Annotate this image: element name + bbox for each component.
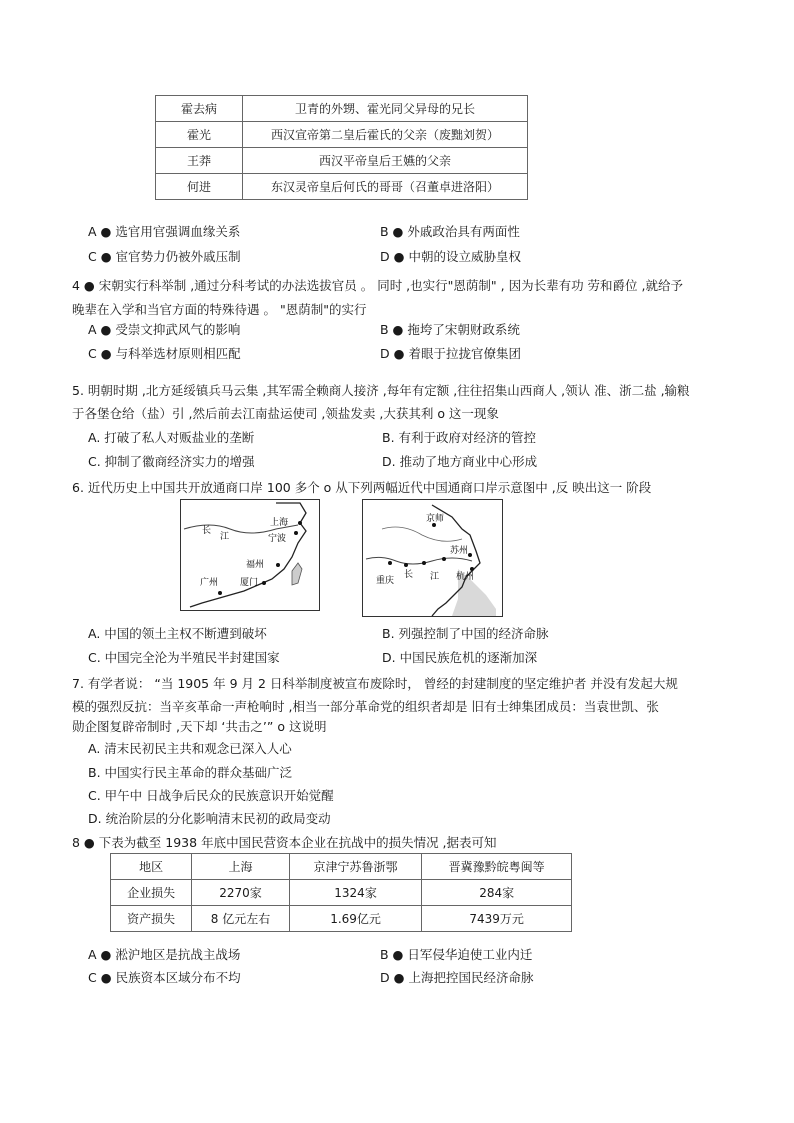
map-treaty-ports-coastal — [180, 499, 320, 611]
q3-option-d: D ● 中朝的设立威胁皇权 — [380, 249, 521, 264]
map1-label-guangzhou: 广州 — [200, 578, 219, 588]
map2-label-chongqing: 重庆 — [376, 576, 395, 586]
table-cell: 1.69亿元 — [289, 906, 422, 932]
table-cell: 霍光 — [156, 122, 243, 148]
table-header-cell: 晋冀豫黔皖粤闽等 — [422, 854, 572, 880]
q6-option-b: B. 列强控制了中国的经济命脉 — [382, 626, 549, 641]
map1-label-ningbo: 宁波 — [268, 534, 287, 544]
table-row — [111, 906, 572, 932]
map2-label-chang: 长 — [404, 570, 414, 580]
q5-stem-line1: 5. 明朝时期 ,北方延绥镇兵马云集 ,其军需全赖商人接济 ,每年有定额 ,往往招集山西商人 ,领认 准、浙二盐 ,输粮 — [72, 383, 690, 398]
q8-option-b: B ● 日军侵华迫使工业内迁 — [380, 947, 533, 962]
map1-label-changjiang2: 江 — [220, 532, 230, 542]
q4-option-d: D ● 着眼于拉拢官僚集团 — [380, 346, 521, 361]
map-treaty-ports-inland — [362, 499, 503, 617]
table-cell: 1324家 — [289, 880, 422, 906]
table-cell: 7439万元 — [422, 906, 572, 932]
q7-option-d: D. 统治阶层的分化影响清末民初的政局变动 — [88, 811, 331, 826]
table-header-cell: 京津宁苏鲁浙鄂 — [289, 854, 422, 880]
table-header-row — [111, 854, 572, 880]
q7-option-b: B. 中国实行民主革命的群众基础广泛 — [88, 765, 293, 780]
q7-option-c: C. 甲午中 日战争后民众的民族意识开始觉醒 — [88, 788, 334, 803]
map1-label-changjiang1: 长 — [202, 526, 212, 536]
table-row — [156, 148, 528, 174]
table-cell: 2270家 — [192, 880, 290, 906]
table-row — [111, 880, 572, 906]
q4-stem-line2: 晚辈在入学和当官方面的特殊待遇 。 "恩荫制"的实行 — [72, 302, 367, 317]
map2-label-hangzhou: 杭州 — [456, 572, 475, 582]
q3-option-b: B ● 外戚政治具有两面性 — [380, 224, 520, 239]
q8-stem-line1: 8 ● 下表为截至 1938 年底中国民营资本企业在抗战中的损失情况 ,据表可知 — [72, 835, 497, 850]
q3-option-a: A ● 选官用官强调血缘关系 — [88, 224, 241, 239]
q7-option-a: A. 清末民初民主共和观念已深入人心 — [88, 741, 292, 756]
q6-option-d: D. 中国民族危机的逐渐加深 — [382, 650, 538, 665]
q4-option-c: C ● 与科举选材原则相匹配 — [88, 346, 241, 361]
q6-option-c: C. 中国完全沦为半殖民半封建国家 — [88, 650, 280, 665]
table-cell: 资产损失 — [111, 906, 192, 932]
q5-option-c: C. 抑制了徽商经济实力的增强 — [88, 454, 255, 469]
q5-stem-line2: 于各堡仓给（盐）引 ,然后前去江南盐运使司 ,领盐发卖 ,大获其利 o 这一现象 — [72, 406, 499, 421]
map1-label-fuzhou: 福州 — [246, 560, 265, 570]
q5-option-a: A. 打破了私人对贩盐业的垄断 — [88, 430, 255, 445]
map1-label-shanghai: 上海 — [270, 518, 289, 528]
q4-option-a: A ● 受崇文抑武风气的影响 — [88, 322, 241, 337]
table-cell: 284家 — [422, 880, 572, 906]
q6-stem-line1: 6. 近代历史上中国共开放通商口岸 100 多个 o 从下列两幅近代中国通商口岸示意图中 ,反 映出这一 阶段 — [72, 480, 652, 495]
table-cell: 8 亿元左右 — [192, 906, 290, 932]
table-row — [156, 122, 528, 148]
table-cell: 霍去病 — [156, 96, 243, 122]
table-row — [156, 96, 528, 122]
q7-stem-line3: 勋企图复辟帝制时 ,天下却 ‘共击之’” o 这说明 — [72, 719, 327, 734]
map2-label-suzhou: 苏州 — [450, 546, 469, 556]
q8-option-c: C ● 民族资本区域分布不均 — [88, 970, 241, 985]
table-cell: 王莽 — [156, 148, 243, 174]
table-cell: 西汉平帝皇后王嬿的父亲 — [243, 148, 528, 174]
q7-stem-line1: 7. 有学者说： “当 1905 年 9 月 2 日科举制度被宣布废除时， 曾经的封建制度的坚定维护者 并没有发起大规 — [72, 676, 678, 691]
table-header-cell: 地区 — [111, 854, 192, 880]
q5-option-d: D. 推动了地方商业中心形成 — [382, 454, 538, 469]
q4-option-b: B ● 拖垮了宋朝财政系统 — [380, 322, 520, 337]
q8-option-a: A ● 淞沪地区是抗战主战场 — [88, 947, 241, 962]
q6-option-a: A. 中国的领土主权不断遭到破坏 — [88, 626, 267, 641]
table-cell: 卫青的外甥、霍光同父异母的兄长 — [243, 96, 528, 122]
table-header-cell: 上海 — [192, 854, 290, 880]
table-row — [156, 174, 528, 200]
map1-label-xiamen: 厦门 — [240, 578, 259, 588]
map2-label-jingshi: 京师 — [426, 514, 445, 524]
q3-table — [155, 95, 528, 200]
map2-label-jiang: 江 — [430, 572, 440, 582]
table-cell: 企业损失 — [111, 880, 192, 906]
q8-option-d: D ● 上海把控国民经济命脉 — [380, 970, 534, 985]
table-cell: 西汉宣帝第二皇后霍氏的父亲（废黜刘贺） — [243, 122, 528, 148]
table-cell: 东汉灵帝皇后何氏的哥哥（召董卓进洛阳） — [243, 174, 528, 200]
q7-stem-line2: 模的强烈反抗：当辛亥革命一声枪响时 ,相当一部分革命党的组织者却是 旧有士绅集团成员：当袁世凯、张 — [72, 699, 659, 714]
q8-loss-table — [110, 853, 572, 932]
q3-option-c: C ● 宦官势力仍被外戚压制 — [88, 249, 241, 264]
table-cell: 何进 — [156, 174, 243, 200]
q5-option-b: B. 有利于政府对经济的管控 — [382, 430, 537, 445]
q4-stem-line1: 4 ● 宋朝实行科举制 ,通过分科考试的办法选拔官员 。 同时 ,也实行"恩荫制" , 因为长辈有功 劳和爵位 ,就给予 — [72, 278, 683, 293]
